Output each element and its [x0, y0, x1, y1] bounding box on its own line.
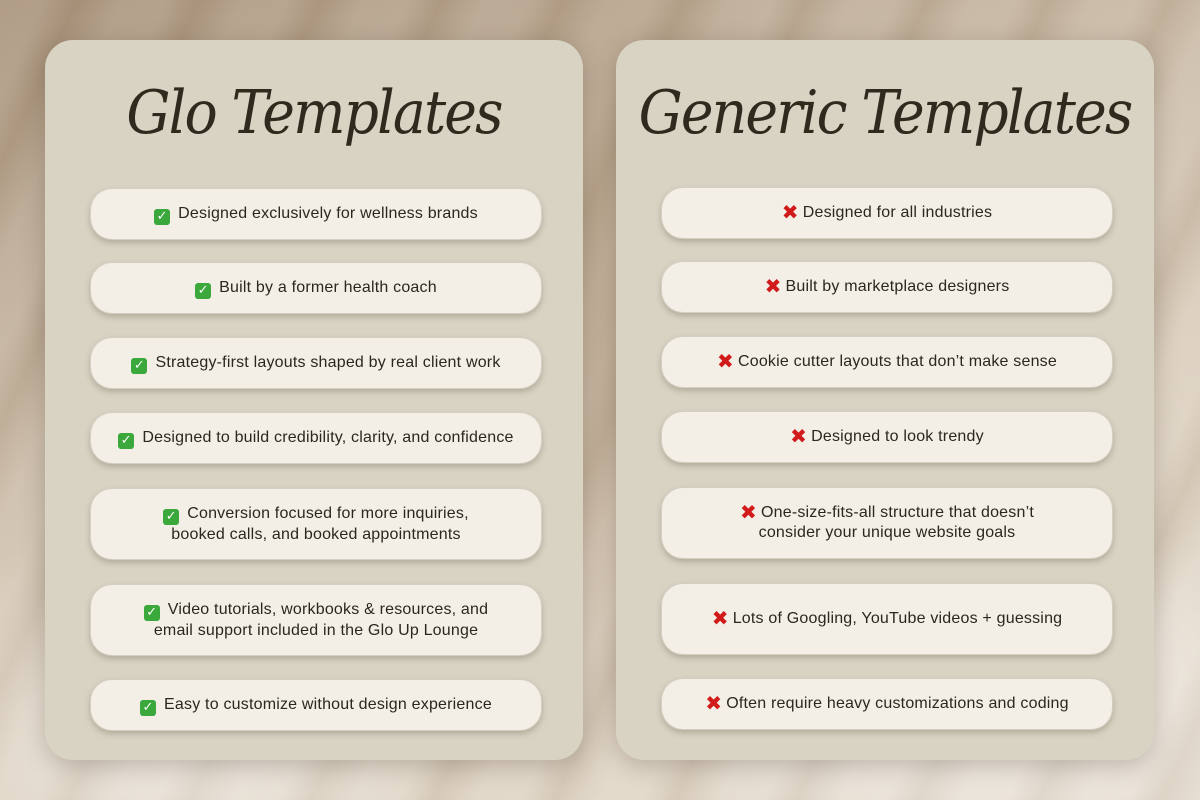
- list-item: [661, 411, 1113, 463]
- check-icon: ✓: [163, 509, 179, 525]
- list-item: [90, 262, 542, 314]
- check-icon: ✓: [154, 209, 170, 225]
- list-item: [90, 188, 542, 240]
- item-label: Designed to look trendy: [811, 428, 984, 445]
- item-label: Video tutorials, workbooks & resources, and email support included in the Glo Up Lounge: [153, 600, 489, 639]
- item-label: Designed exclusively for wellness brands: [178, 204, 478, 222]
- list-item: [661, 261, 1113, 313]
- item-label: Built by a former health coach: [219, 278, 437, 296]
- check-icon: ✓: [140, 700, 156, 716]
- list-item: [90, 679, 542, 731]
- cross-icon: ✖: [781, 200, 799, 224]
- item-label: Easy to customize without design experience: [164, 695, 492, 713]
- generic-templates-panel: [616, 40, 1154, 760]
- item-label: Designed for all industries: [802, 204, 993, 221]
- list-item: [90, 584, 542, 656]
- item-label: Often require heavy customizations and coding: [726, 695, 1069, 712]
- cross-icon: ✖: [740, 500, 757, 524]
- list-item: [90, 412, 542, 464]
- item-label: Built by marketplace designers: [785, 278, 1010, 295]
- list-item: [90, 337, 542, 389]
- cross-icon: ✖: [705, 691, 723, 715]
- cross-icon: ✖: [717, 349, 734, 373]
- item-label: Cookie cutter layouts that don’t make sense: [737, 353, 1057, 370]
- check-icon: ✓: [118, 433, 134, 449]
- panel-title: Glo Templates: [126, 78, 502, 148]
- cross-icon: ✖: [790, 424, 808, 448]
- item-label: Conversion focused for more inquiries, booked calls, and booked appointments: [171, 504, 469, 543]
- list-item: [661, 583, 1113, 655]
- list-item: [661, 487, 1113, 559]
- list-item: [661, 187, 1113, 239]
- item-label: Designed to build credibility, clarity, and confidence: [142, 428, 514, 446]
- list-item: [661, 336, 1113, 388]
- check-icon: ✓: [144, 605, 160, 621]
- list-item: [661, 678, 1113, 730]
- check-icon: ✓: [195, 283, 211, 299]
- cross-icon: ✖: [764, 274, 782, 298]
- item-label: Strategy-first layouts shaped by real client work: [155, 353, 501, 371]
- check-icon: ✓: [131, 358, 147, 374]
- item-label: Lots of Googling, YouTube videos + guessing: [732, 610, 1063, 627]
- list-item: [90, 488, 542, 560]
- panel-title: Generic Templates: [638, 78, 1132, 148]
- cross-icon: ✖: [711, 606, 729, 630]
- glo-templates-panel: [45, 40, 583, 760]
- item-label: One-size-fits-all structure that doesn’t consider your unique website goals: [758, 504, 1034, 541]
